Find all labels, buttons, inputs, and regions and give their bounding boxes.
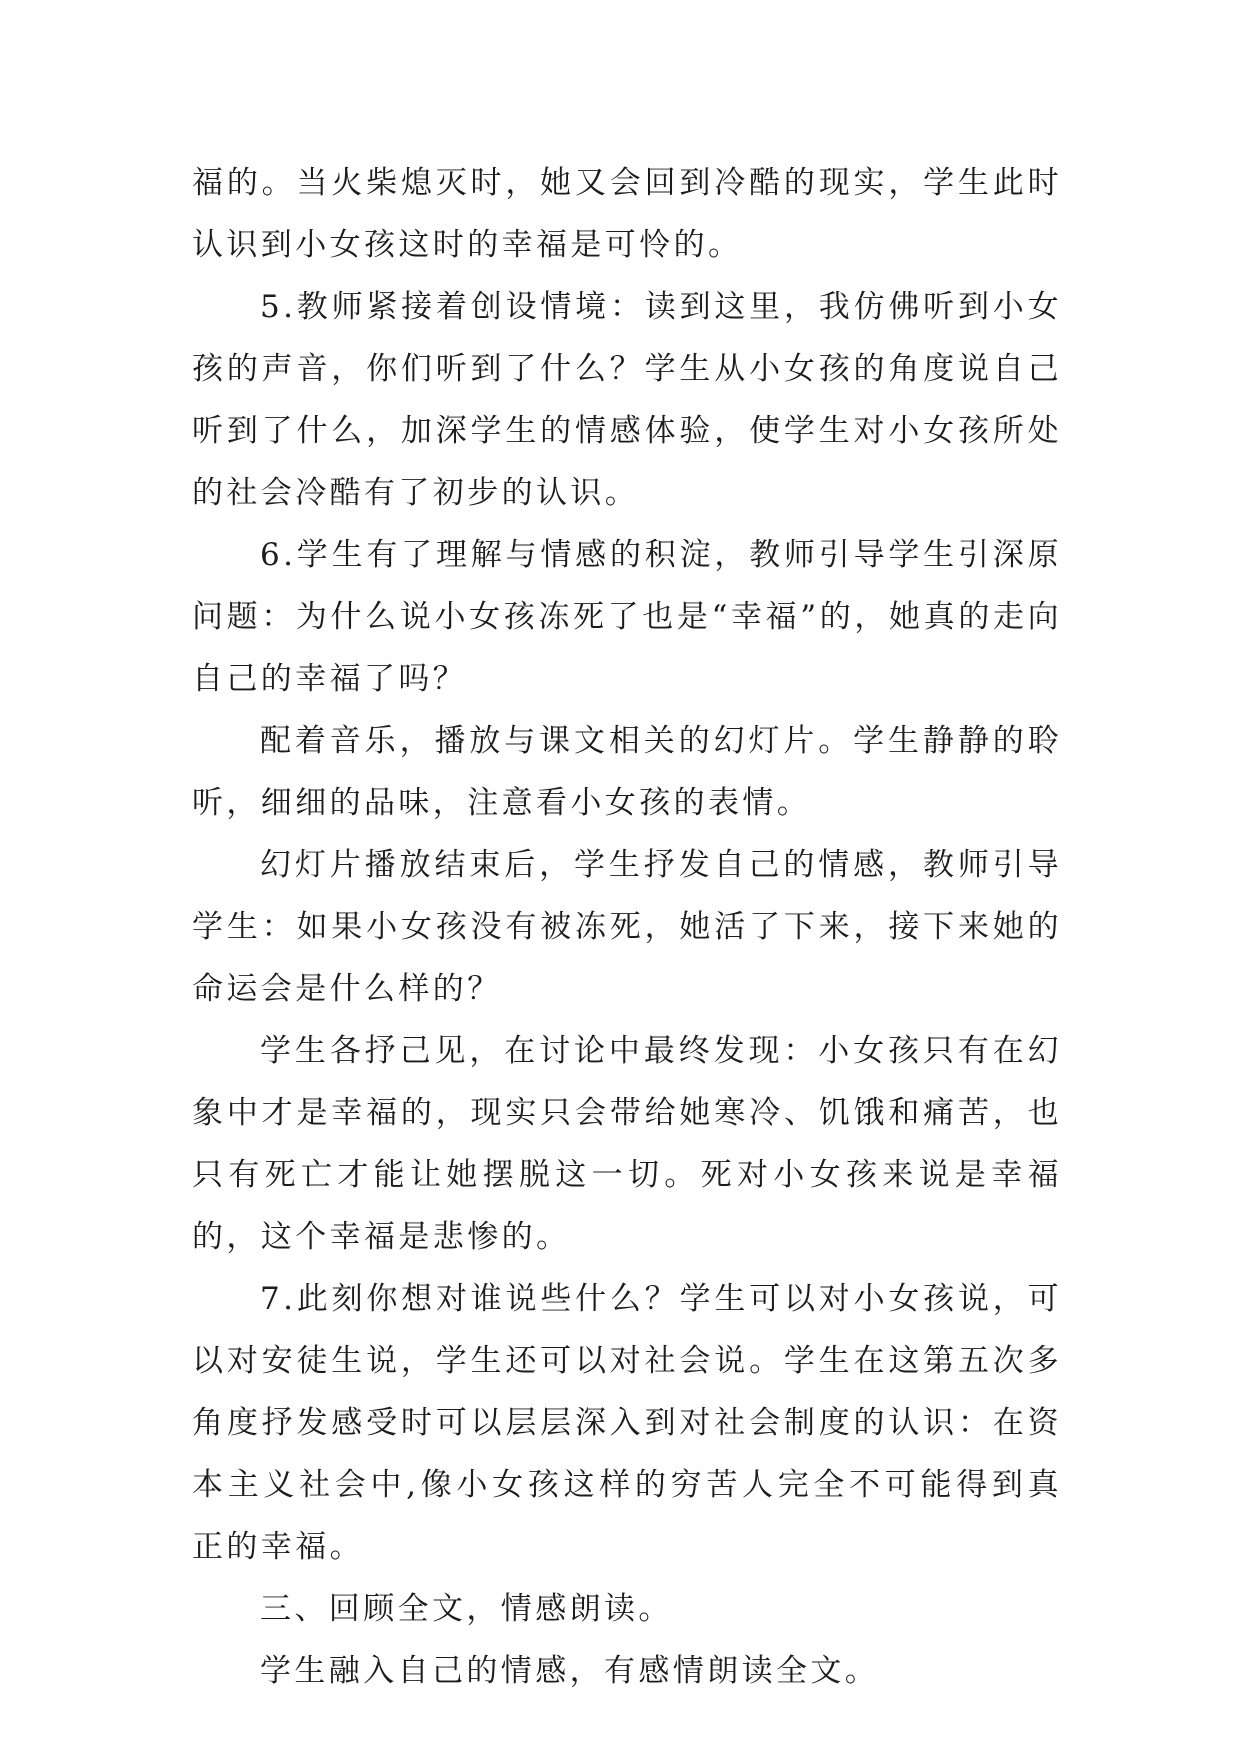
section-heading-review: 三、回顾全文，情感朗读。 [260, 1591, 673, 1627]
paragraph-discussion: 学生各抒己见，在讨论中最终发现：小女孩只有在幻象中才是幸福的，现实只会带给她寒冷、饥饿和痛苦，也只有死亡才能让她摆脱这一切。死对小女孩来说是幸福的，这个幸福是悲惨的。 [192, 1033, 1062, 1255]
body-text [192, 152, 1062, 1702]
paragraph-slideshow: 配着音乐，播放与课文相关的幻灯片。学生静静的聆听，细细的品味，注意看小女孩的表情。 [192, 723, 1062, 821]
paragraph-after-slideshow: 幻灯片播放结束后，学生抒发自己的情感，教师引导学生：如果小女孩没有被冻死，她活了下来，接下来她的命运会是什么样的？ [192, 847, 1062, 1007]
paragraph-continuation: 福的。当火柴熄灭时，她又会回到冷酷的现实，学生此时认识到小女孩这时的幸福是可怜的。 [192, 165, 1062, 263]
paragraph-step-6: 6.学生有了理解与情感的积淀，教师引导学生引深原问题：为什么说小女孩冻死了也是“幸福”的，她真的走向自己的幸福了吗？ [192, 537, 1062, 697]
paragraph-step-5: 5.教师紧接着创设情境：读到这里，我仿佛听到小女孩的声音，你们听到了什么？学生从小女孩的角度说自己听到了什么，加深学生的情感体验，使学生对小女孩所处的社会冷酷有了初步的认识。 [192, 289, 1062, 511]
paragraph-reading: 学生融入自己的情感，有感情朗读全文。 [260, 1653, 880, 1689]
paragraph-step-7: 7.此刻你想对谁说些什么？学生可以对小女孩说，可以对安徒生说，学生还可以对社会说。学生在这第五次多角度抒发感受时可以层层深入到对社会制度的认识：在资本主义社会中,像小女孩这样的穷苦人完全不可能得到真正的幸福。 [192, 1281, 1062, 1565]
